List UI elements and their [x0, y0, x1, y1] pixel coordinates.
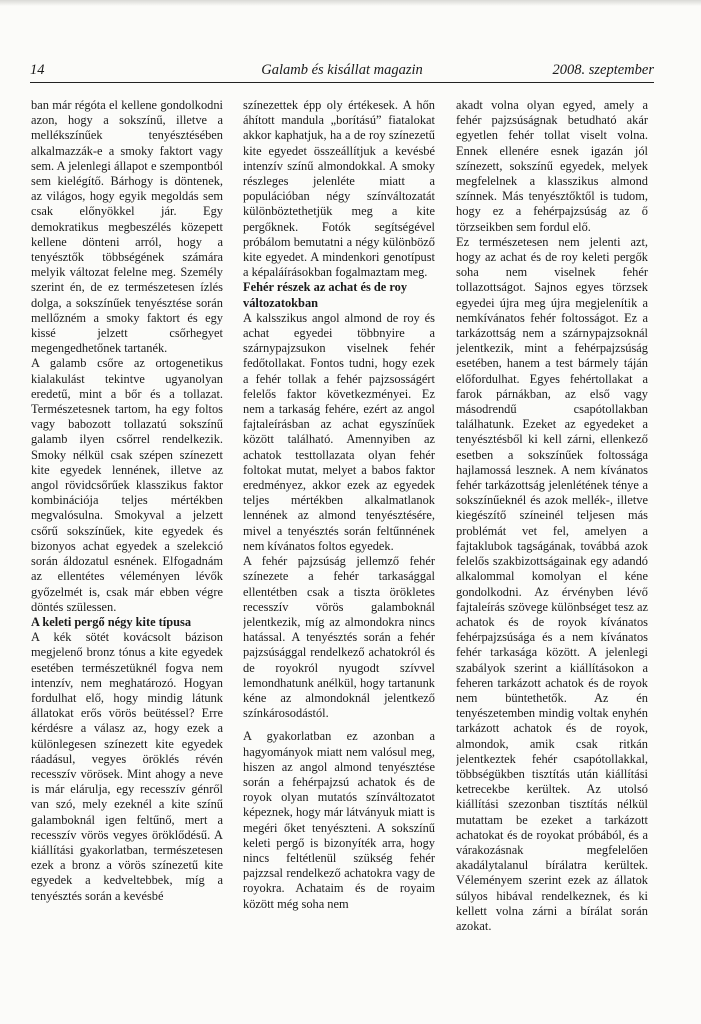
- paragraph-gap: [243, 721, 435, 729]
- page-number: 14: [30, 62, 45, 78]
- section-heading: A keleti pergő négy kite típusa: [31, 614, 192, 629]
- paragraph: színezettek épp oly értékesek. A hőn áhított mandula „borítású” fiatalokat akkor kaphatjuk, ha a de roy színezetű kite egyedet összeállítjuk a kevésbé intenzív színű almondokkal. A smoky részleges jelenléte miatt a populációban négy színváltozatát különböztethetjük meg a kite pergőknek. Fotók segítségével próbálom bemutatni a négy különböző kite egyedet. A mindenkori genotípust a képaláírásokban fogalmaztam meg.: [243, 98, 435, 280]
- paragraph: akadt volna olyan egyed, amely a fehér pajzsúságnak betudható akár egyetlen fehér tollat viselt volna. Ennek ellenére esnek igazán jól színezett, sokszínű egyedek, melyek megfelelnek a klasszikus almond színnek. Más tenyésztőktől is tudom, hogy ez a fehérpajzsúság az ő törzseikben sem fordul elő.: [456, 98, 648, 234]
- text-column-1: [31, 98, 223, 993]
- section-heading: Fehér részek az achat és de roy változatokban: [243, 280, 408, 310]
- page-top-shadow: [0, 0, 701, 6]
- text-column-2: [243, 98, 435, 993]
- paragraph: Ez természetesen nem jelenti azt, hogy az achat és de roy keleti pergők soha nem viselnek fehér tollazottságot. Sajnos egyes törzsek egyedei újra meg újra megjelenítik a nemkívánatos fehér foltosságot. Ez a tarkázottság nem a szárnypajzsoknál jelentkezik, mint a fehérpajzsúság esetében, hanem a test bármely táján előfordulhat. Egyes fehértollakat a farok párnákban, az első vagy másodrendű csapótollakban találhatunk. Ezeket az egyedeket a tenyésztésből ki kell zárni, ellenkező esetben a sokszínűek foltossága hajlamossá lesznek. A nem kívánatos fehér tarkázottság jelenlétének ténye a sokszínűeknél és azok mellék-, illetve kiegészítő színeinél teljesen más problémát vet fel, amelyen a fajtaklubok tagságának, továbbá azok felelős szakbizottságainak egy adandó alkalommal komolyan el kéne gondolkodni. Az érvényben lévő fajtaleírás szövege különbséget tesz az achatok és de royok kívánatos fehérpajzsúsága és a nem kívánatos fehér tarkasága között. A jelenlegi szabályok szerint a kiállításokon a feheren tarkázott achatok és de royok nem büntethetők. Az én tenyészetemben mindig voltak enyhén tarkázott achatok és de royok, almondok, amik csak ritkán jelentkeztek fehér csapótollakkal, többségükben tisztítás után kiállítási ketrecekbe kerültek. Az utolsó kiállítási szezonban tisztítás nélkül mutattam be ezeket a tarkázott achatokat és de royokat próbából, és a várakozásnak megfelelően akadálytalanul bírálatra kerültek. Véleményem szerint ezek az állatok súlyos hibával rendelkeznek, és ki kellett volna zárni a bírálat során azokat.: [456, 234, 648, 933]
- paragraph: ban már régóta el kellene gondolkodni azon, hogy a sokszínű, illetve a mellékszínűek tenyésztésében alkalmazzák-e a smoky faktort vagy sem. A jelenlegi állapot e szempontból sem kielégítő. Bárhogy is döntenek, az világos, hogy egyik megoldás sem csak előnyökkel jár. Egy demokratikus megbeszélés közepett kellene dönteni arról, hogy a tenyésztők többségének számára melyik változat felelne meg. Személy szerint én, de ez természetesen ízlés dolga, a sokszínűek tenyésztése során mellőzném a smoky faktort és egy kissé jelzett csőrhegyet megengedhetőnek tartanék.: [31, 98, 223, 356]
- paragraph: A galamb csőre az ortogenetikus kialakulást tekintve ugyanolyan eredetű, mint a bőr és a tollazat. Természetesnek tartom, ha egy foltos vagy babozott tollazatú sokszínű galamb ilyen csőrrel rendelkezik. Smoky nélkül csak szépen színezett kite egyedek lennének, illetve az angol rövidcsőrűek klasszikus faktor kombinációja teljes mértékben megvalósulna. Smokyval a jelzett csőrű sokszínűek, kite egyedek és bizonyos achat egyedek a szelekció során áldozatul esnének. Elfogadnám az ellentétes véleményen lévők győzelmét is, csak már ebben végre döntés szülessen.: [31, 356, 223, 614]
- issue-date: 2008. szeptember: [552, 62, 654, 78]
- text-column-3: [456, 98, 648, 993]
- paragraph: A kalsszikus angol almond de roy és achat egyedei többnyire a szárnypajzsukon viselnek fehér fedőtollakat. Fontos tudni, hogy ezek a fehér tollak a fehér pajzsosságért felelős faktor következményei. Ez nem a tarkaság fehére, ezért az angol fajtaleírásban az achat egyszínűek között található. Amennyiben az achatok testtollazata olyan fehér foltokat mutat, melyet a babos faktor eredményez, akkor ezek az egyedek teljes mértékben alkalmatlanok lennének az almond tenyésztésére, mivel a tenyésztés során feltűnnének nem kívánatos foltos egyedek.: [243, 310, 435, 553]
- paragraph: A kék sötét kovácsolt bázison megjelenő bronz tónus a kite egyedek esetében természetüknél fogva nem intenzív, nem meghatározó. Hogyan fordulhat elő, hogy mindig látunk állatokat erős vörös beütéssel? Erre kérdésre a válasz az, hogy ezek a különlegesen színezett kite egyedek ráadásul, vegyes öröklés révén recesszív vörösek. Mint ahogy a neve is már elárulja, egy recesszív génről van szó, mely ezeknél a kite színű galamboknál igen feltűnő, mert a recesszív vörös vegyes öröklődésű. A kiállítási gyakorlatban, természetesen ezek a bronz a vörös színezetű kite egyedek a kedveltebbek, míg a tenyésztés során a kevésbé: [31, 630, 223, 903]
- header-rule: [30, 82, 654, 83]
- paragraph: A gyakorlatban ez azonban a hagyományok miatt nem valósul meg, hiszen az angol almond tenyésztése során a fehérpajzsú achatok és de royok olyan mutatós színváltozatot képeznek, hogy már látványuk miatt is megéri őket tenyészteni. A sokszínű keleti pergő is bizonyíték arra, hogy nincs feltétlenül szükség fehér pajzzsal rendelkező achatokra vagy de royokra. Achataim és de royaim között még soha nem: [243, 729, 435, 911]
- paragraph: A fehér pajzsúság jellemző fehér színezete a fehér tarkasággal ellentétben csak a tiszta örökletes recesszív vörös galamboknál jelentkezik, míg az almondokra nincs hatással. A tenyésztés során a fehér pajzsúsággal rendelkező achatokról és de royokról nyugodt szívvel lemondhatunk anélkül, hogy tartanunk kéne az almondoknál jelentkező színkárosodástól.: [243, 554, 435, 721]
- magazine-title: Galamb és kisállat magazin: [261, 62, 423, 78]
- running-header: [30, 62, 654, 84]
